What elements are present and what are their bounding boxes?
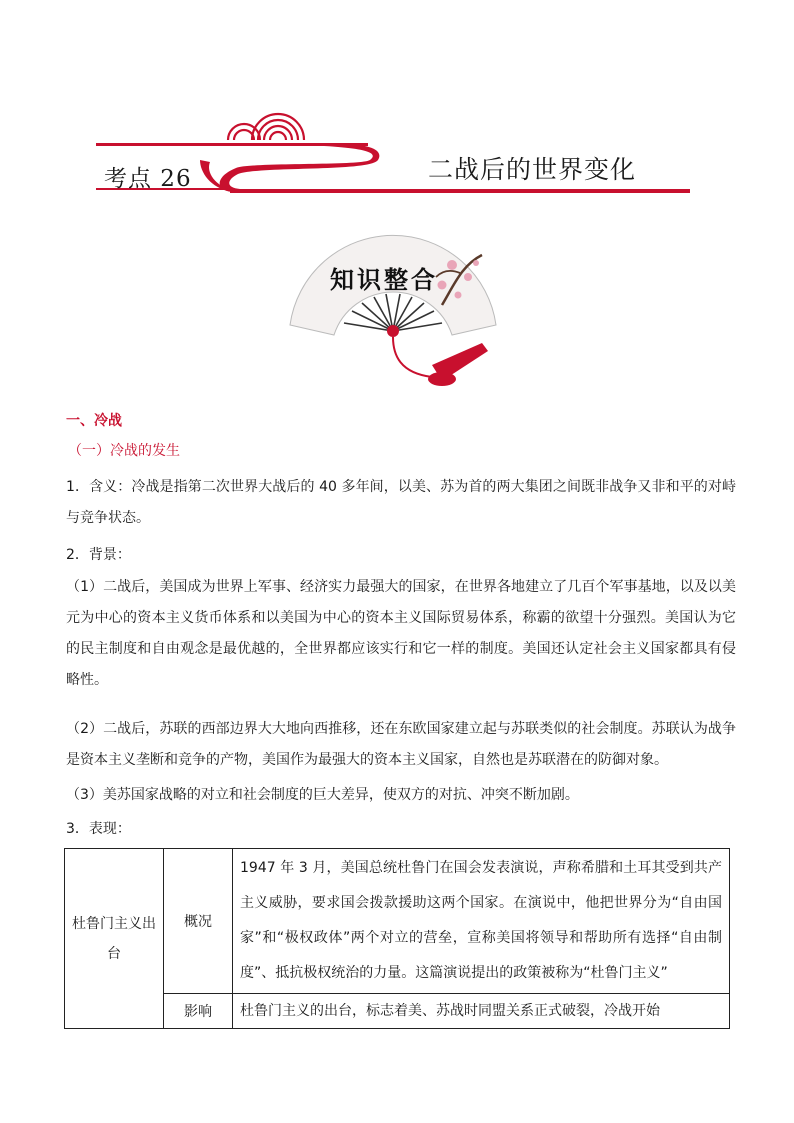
- paragraph-manifestation-heading: 3．表现：: [66, 821, 131, 837]
- table-cell-text: 1947 年 3 月，美国总统杜鲁门在国会发表演说，声称希腊和土耳其受到共产主义威胁，要求国会拨款援助这两个国家。在演说中，他把世界分为“自由国家”和“极权政体”两个对立的营垒，宣称美国将领导和帮助所有选择“自由制度”、抵抗极权统治的力量。这篇演说提出的政策被称为“杜鲁门主义”: [233, 849, 730, 994]
- kaodian-label: 考点 26: [104, 166, 192, 192]
- paragraph-background-3: （3）美苏国家战略的对立和社会制度的巨大差异，使双方的对抗、冲突不断加剧。: [66, 787, 579, 803]
- table-cell-event: 杜鲁门主义出台: [65, 849, 164, 1029]
- manifestation-table: [64, 848, 730, 1029]
- fan-title: 知识整合: [330, 265, 438, 294]
- table-cell-label: 影响: [164, 994, 233, 1029]
- table-row: [65, 994, 730, 1029]
- paragraph-background-1: （1）二战后，美国成为世界上军事、经济实力最强大的国家，在世界各地建立了几百个军事基地，以及以美元为中心的资本主义货币体系和以美国为中心的资本主义国际贸易体系，称霸的欲望十分强烈。美国认为它的民主制度和自由观念是最优越的，全世界都应该实行和它一样的制度。美国还认定社会主义国家都具有侵略性。: [66, 579, 736, 688]
- section-heading-cold-war: 一、冷战: [66, 413, 122, 429]
- paragraph-definition: 1．含义：冷战是指第二次世界大战后的 40 多年间，以美、苏为首的两大集团之间既非战争又非和平的对峙与竞争状态。: [66, 479, 736, 526]
- subsection-heading-origin: （一）冷战的发生: [68, 443, 180, 459]
- paragraph-background-2: （2）二战后，苏联的西部边界大大地向西推移，还在东欧国家建立起与苏联类似的社会制度。苏联认为战争是资本主义垄断和竞争的产物，美国作为最强大的资本主义国家，自然也是苏联潜在的防御对象。: [66, 721, 736, 768]
- table-cell-label: 概况: [164, 849, 233, 994]
- page-title: 二战后的世界变化: [428, 155, 637, 184]
- paragraph-background-heading: 2．背景：: [66, 547, 131, 563]
- folding-fan-icon: [282, 225, 504, 395]
- table-cell-text: 杜鲁门主义的出台，标志着美、苏战时同盟关系正式破裂，冷战开始: [233, 994, 730, 1029]
- table-row: [65, 849, 730, 994]
- svg-text:✦: ✦: [345, 155, 352, 164]
